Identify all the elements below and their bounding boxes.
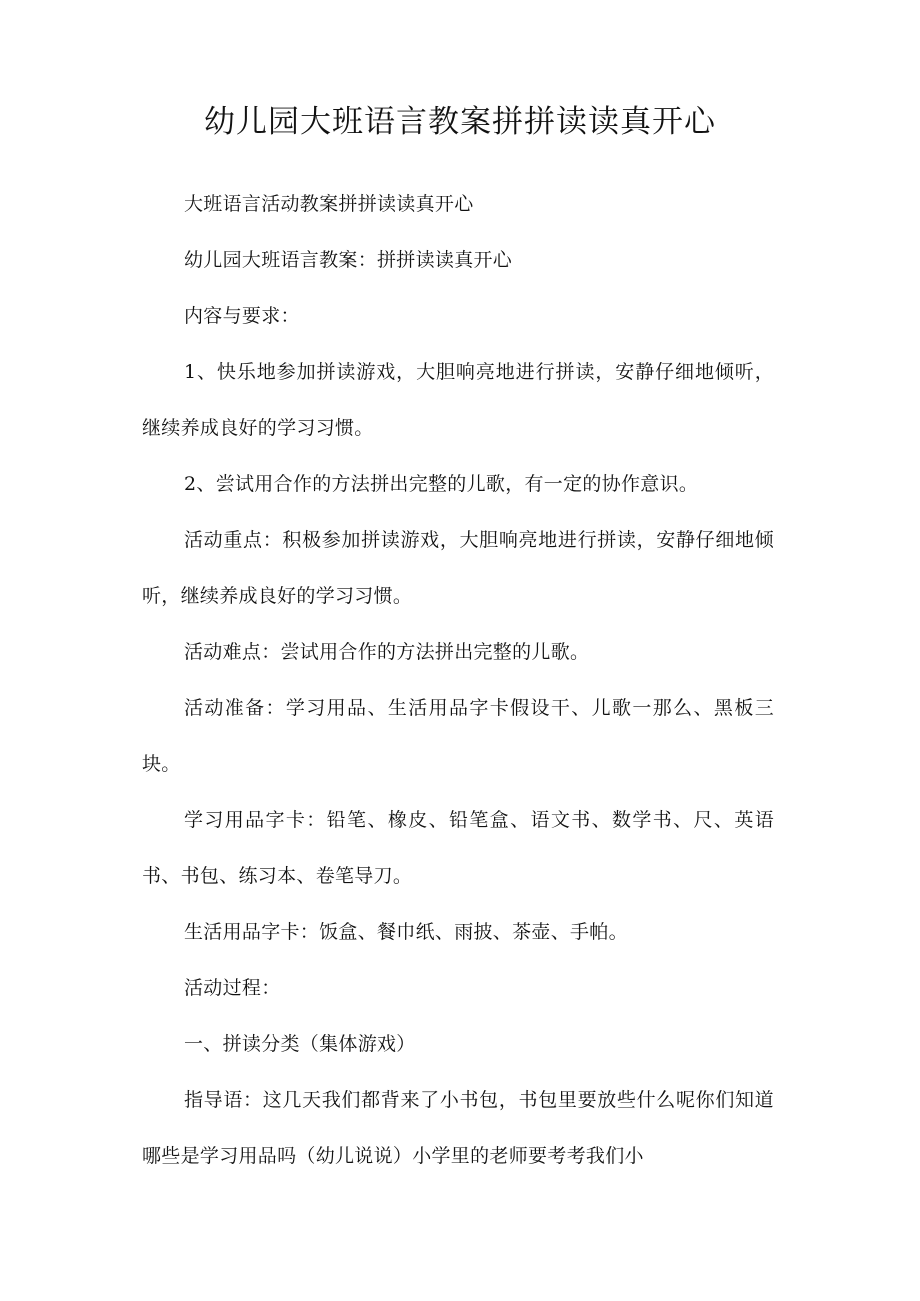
paragraph-section-one: 一、拼读分类（集体游戏）	[184, 1033, 416, 1055]
paragraph-process-heading: 活动过程：	[184, 977, 281, 999]
paragraph-study-cards: 学习用品字卡：铅笔、橡皮、铅笔盒、语文书、数学书、尺、英语书、书包、练习本、卷笔导刀。	[142, 809, 774, 887]
document-body	[142, 176, 774, 1184]
paragraph-difficulty: 活动难点：尝试用合作的方法拼出完整的儿歌。	[184, 641, 590, 663]
paragraph-life-cards: 生活用品字卡：饭盒、餐巾纸、雨披、茶壶、手帕。	[184, 921, 628, 943]
paragraph-goal-1: 1、快乐地参加拼读游戏，大胆响亮地进行拼读，安静仔细地倾听，继续养成良好的学习习惯。	[142, 361, 774, 439]
paragraph-lesson-name: 幼儿园大班语言教案：拼拼读读真开心	[184, 249, 513, 271]
paragraph-guidance: 指导语：这几天我们都背来了小书包，书包里要放些什么呢你们知道哪些是学习用品吗（幼儿说说）小学里的老师要考考我们小	[142, 1089, 774, 1167]
document-title: 幼儿园大班语言教案拼拼读读真开心	[204, 104, 716, 140]
paragraph-goal-2: 2、尝试用合作的方法拼出完整的儿歌，有一定的协作意识。	[184, 473, 699, 495]
paragraph-subtitle: 大班语言活动教案拼拼读读真开心	[184, 193, 474, 215]
paragraph-content-heading: 内容与要求：	[184, 305, 300, 327]
paragraph-preparation: 活动准备：学习用品、生活用品字卡假设干、儿歌一那么、黑板三块。	[142, 697, 774, 775]
paragraph-key-point: 活动重点：积极参加拼读游戏，大胆响亮地进行拼读，安静仔细地倾听，继续养成良好的学习习惯。	[142, 529, 774, 607]
